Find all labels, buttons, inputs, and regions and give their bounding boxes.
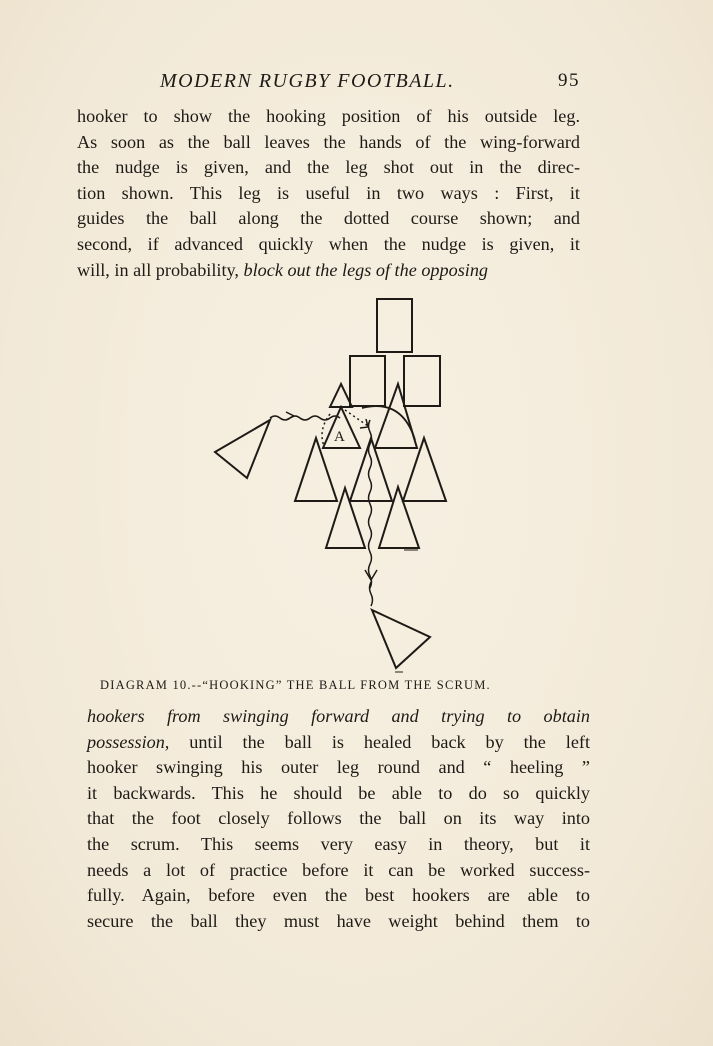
text-line: As soon as the ball leaves the hands of the wing-forward: [77, 131, 580, 152]
player-square: [404, 356, 440, 406]
text-line: the scrum. This seems very easy in theory, but it: [87, 833, 590, 854]
text-line: needs a lot of practice before it can be worked success-: [87, 859, 590, 880]
player-square: [377, 299, 412, 352]
running-title: MODERN RUGBY FOOTBALL.: [160, 70, 455, 92]
player-triangle: [330, 384, 352, 407]
text-line: fully. Again, before even the best hookers are able to: [87, 885, 590, 906]
player-square: [350, 356, 385, 406]
page-number: 95: [558, 70, 580, 91]
player-label: A: [334, 429, 345, 445]
text-line: it backwards. This he should be able to do so quickly: [87, 782, 590, 803]
text-line: [87, 730, 590, 756]
text-line: the nudge is given, and the leg shot out in the direc-: [77, 157, 580, 178]
text-line: second, if advanced quickly when the nudge is given, it: [77, 233, 580, 254]
text-line: hooker swinging his outer leg round and “ heeling ”: [87, 757, 590, 778]
text-line: secure the ball they must have weight behind them to: [87, 910, 590, 931]
arrow-head: [360, 419, 368, 428]
italic-run: block out the legs of the opposing: [243, 259, 489, 280]
text-run: until the ball is healed back by the left: [169, 731, 590, 752]
player-triangle: [326, 488, 365, 548]
arrow-head: [286, 412, 294, 420]
italic-run: possession,: [87, 731, 170, 752]
ball-path: [270, 416, 340, 420]
player-triangle: [379, 487, 419, 548]
text-line: hooker to show the hooking position of his outside leg.: [77, 106, 580, 126]
text-run: will, in all probability,: [77, 259, 244, 280]
text-line: that the foot closely follows the ball on its way into: [87, 808, 590, 829]
text-line: tion shown. This leg is useful in two ways : First, it: [77, 182, 580, 203]
ball-path: [369, 420, 372, 588]
italic-line: hookers from swinging forward and trying to obtain: [87, 706, 590, 726]
text-line: guides the ball along the dotted course shown; and: [77, 208, 580, 229]
diagram-caption: DIAGRAM 10.--“HOOKING” THE BALL FROM THE SCRUM.: [100, 678, 491, 692]
player-triangle: [372, 610, 430, 668]
player-triangle: [215, 420, 270, 478]
paragraph-bottom: [87, 704, 590, 934]
player-triangle: [375, 384, 417, 448]
